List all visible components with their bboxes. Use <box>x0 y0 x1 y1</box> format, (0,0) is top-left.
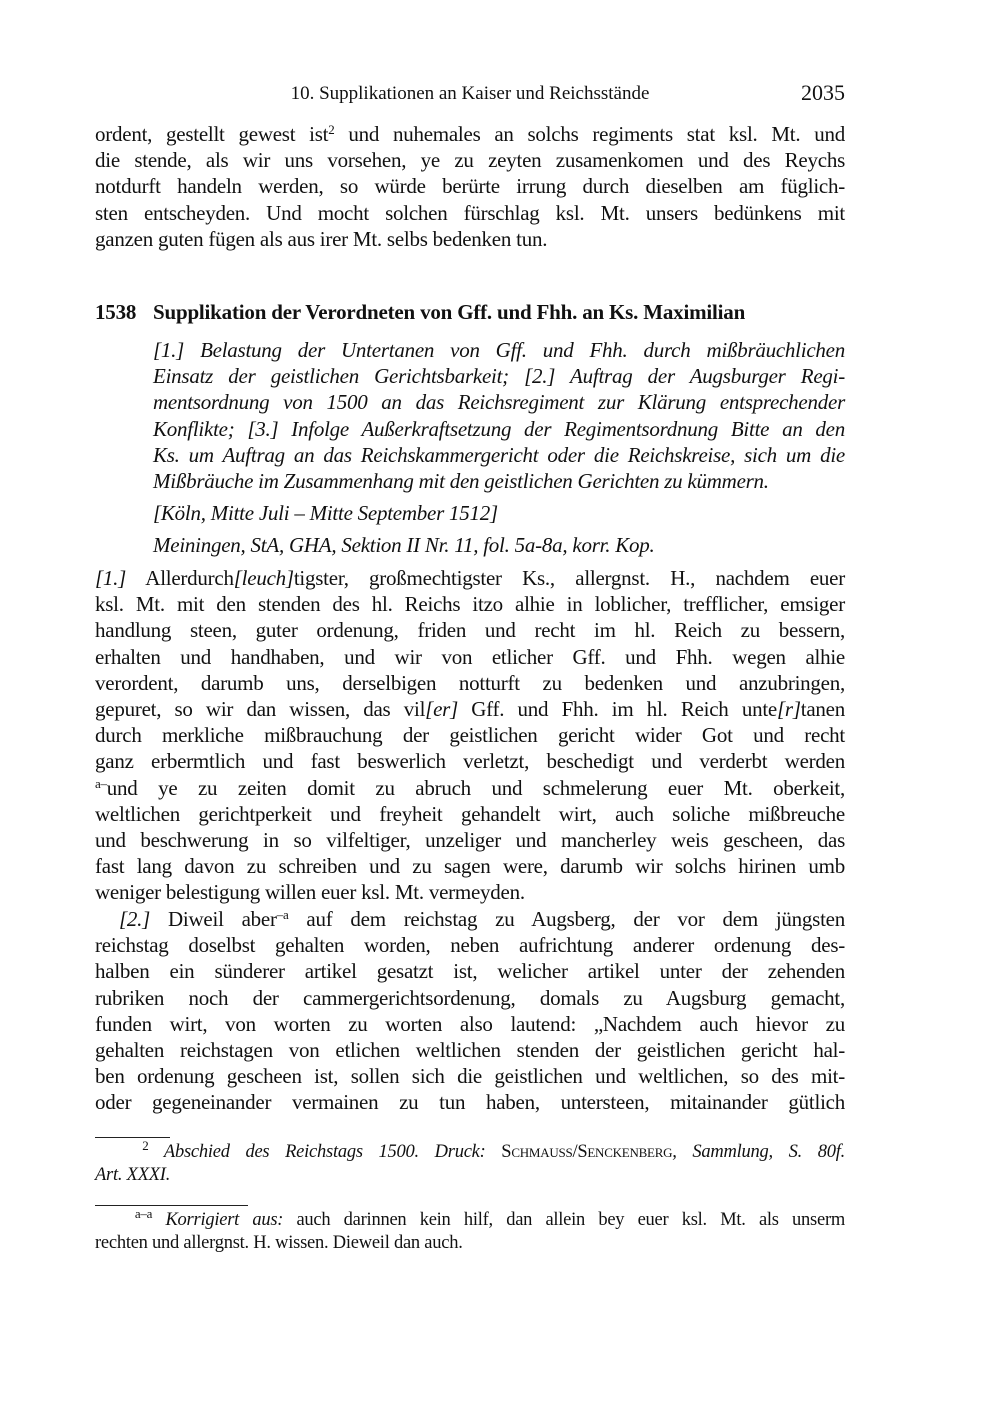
document-date <box>153 500 845 526</box>
document-title: Supplikation der Verordneten von Gff. und Fhh. an Ks. Maximilian <box>153 300 746 324</box>
text-segment: , Sammlung, S. 80f. <box>672 1142 846 1162</box>
text-line <box>95 1206 846 1232</box>
footnote-a <box>95 1206 846 1254</box>
text-segment: [2.] <box>119 907 151 931</box>
text-line <box>95 1063 845 1089</box>
text-line <box>95 1037 845 1063</box>
text-segment: erhalten und handhaben, und wir von etlicher Gff. und Fhh. wegen alhie <box>95 644 845 669</box>
text-line <box>153 468 845 494</box>
text-line <box>153 442 845 468</box>
intro-paragraph <box>95 121 845 252</box>
running-title: 10. Supplikationen an Kaiser und Reichsstände <box>290 83 650 104</box>
note-marker: –a <box>276 907 289 922</box>
text-segment: und nuhemales an solchs regiments stat ksl. Mt. und <box>334 122 845 146</box>
text-segment: fast lang davon zu schreiben und zu sagen were, darumb wir solchs hirinen umb <box>95 854 845 879</box>
text-line <box>95 906 845 932</box>
footnote-2 <box>95 1138 846 1186</box>
text-segment: Meiningen, StA, GHA, Sektion II Nr. 11, fol. 5a-8a, korr. Kop. <box>153 533 655 557</box>
text-segment: die stende, als wir uns vorsehen, ye zu zeyten zusamenkomen und des Reychs <box>95 148 845 173</box>
text-segment: gehalten reichstagen von etlichen weltlichen stenden der geistlichen gericht hal- <box>95 1037 845 1062</box>
text-segment: Art. XXXI. <box>95 1164 171 1185</box>
text-line <box>95 121 845 147</box>
note-marker: a– <box>95 775 107 791</box>
text-segment: [er] <box>425 696 458 721</box>
regest <box>153 337 845 494</box>
text-segment: handlung steen, guter ordenung, friden und recht im hl. Reich zu bessern, <box>95 618 845 643</box>
text-segment: und beschwerung in so vilfeltiger, unzeliger und mancherley weis gescheen, das <box>95 827 845 852</box>
running-header <box>95 80 845 108</box>
text-segment: Ks. um Auftrag an das Reichskammergericht oder die Reichskreise, sich um die <box>153 442 845 467</box>
text-segment: ordent, gestellt gewest ist <box>95 122 329 146</box>
text-segment: [r] <box>776 696 801 721</box>
text-line <box>95 775 845 801</box>
text-line <box>95 644 845 670</box>
text-segment: [1.] <box>95 566 127 590</box>
text-segment: funden wirt, von worten zu worten also lautend: „Nachdem auch hievor zu <box>95 1011 845 1036</box>
note-marker: 2 <box>328 122 335 137</box>
text-line <box>95 958 845 984</box>
text-line <box>95 696 845 722</box>
text-segment: oder gegeneinander vermainen zu tun haben, untersteen, mitainander gütlich <box>95 1090 845 1115</box>
text-segment: Diweil aber <box>150 907 277 931</box>
text-segment: und ye zu zeiten domit zu abruch und schmelerung euer Mt. oberkeit, <box>106 775 845 800</box>
text-segment: Allerdurch <box>126 566 234 590</box>
text-segment: weniger belestigung willen euer ksl. Mt. vermeyden. <box>95 880 525 905</box>
page-number: 2035 <box>801 80 845 105</box>
text-segment: tanen <box>800 696 845 721</box>
text-segment: Abschied des Reichstags 1500. Druck: <box>148 1142 502 1162</box>
text-line <box>95 1138 846 1164</box>
text-line <box>95 827 845 853</box>
text-segment: ksl. Mt. mit den stenden des hl. Reichs itzo alhie in loblicher, trefflicher, emsiger <box>95 592 845 617</box>
document-number: 1538 <box>95 300 137 324</box>
text-line <box>95 670 845 696</box>
text-line <box>95 200 845 226</box>
text-segment: halben ein sünderer artikel gesatzt ist, welicher artikel unter der zehenden <box>95 959 845 984</box>
text-line <box>95 226 845 252</box>
text-segment: ganzen guten fügen als aus irer Mt. selbs bedenken tun. <box>95 226 548 251</box>
text-segment: auf dem reichstag zu Augsberg, der vor dem jüngsten <box>288 907 845 931</box>
document-heading <box>95 300 845 325</box>
text-line <box>95 722 845 748</box>
text-line <box>153 532 845 558</box>
text-line <box>95 1164 845 1187</box>
text-segment: rubriken noch der cammergerichtsordenung, domals zu Augsburg gemacht, <box>95 985 845 1010</box>
text-segment: Korrigiert aus: <box>152 1210 284 1230</box>
text-line <box>153 363 845 389</box>
text-segment: [1.] Belastung der Untertanen von Gff. und Fhh. durch mißbräuchlichen <box>153 338 845 362</box>
text-segment: Mißbräuche im Zusammenhang mit den geistlichen Gerichten zu kümmern. <box>153 468 769 493</box>
note-marker: a–a <box>134 1206 153 1221</box>
text-line <box>95 932 845 958</box>
text-line <box>95 879 845 905</box>
text-line <box>95 591 845 617</box>
paragraph-2 <box>95 906 845 1116</box>
text-segment: [leuch] <box>233 566 294 590</box>
text-line <box>153 389 845 415</box>
text-line <box>95 1232 845 1255</box>
text-segment <box>95 1142 142 1162</box>
text-segment: durch merkliche mißbrauchung der geistlichen gericht wider Got und recht <box>95 723 845 748</box>
text-line <box>95 748 845 774</box>
text-segment: reichstag doselbst gehalten worden, neben aufrichtung anderer ordenung des- <box>95 933 845 958</box>
text-line <box>95 853 845 879</box>
text-line <box>95 1089 845 1115</box>
text-segment: sten entscheyden. Und mocht solchen fürschlag ksl. Mt. unsers bedünkens mit <box>95 200 845 225</box>
text-line <box>95 565 845 591</box>
text-line <box>153 416 845 442</box>
text-line <box>153 500 845 526</box>
note-marker: 2 <box>142 1138 149 1153</box>
text-segment: ben ordenung gescheen ist, sollen sich die geistlichen und weltlichen, so des mit- <box>95 1064 845 1089</box>
text-line <box>95 147 845 173</box>
text-line <box>95 801 845 827</box>
text-line <box>95 617 845 643</box>
text-segment: verordent, darumb uns, derselbigen notturft zu bedenken und anzubringen, <box>95 670 845 695</box>
footnote-rule-apparatus <box>95 1205 248 1206</box>
footnote-rule <box>95 1137 170 1138</box>
text-segment: gepuret, so wir dan wissen, das vil <box>95 696 426 721</box>
text-line <box>95 173 845 199</box>
text-segment: [Köln, Mitte Juli – Mitte September 1512] <box>153 501 498 525</box>
text-line <box>95 1011 845 1037</box>
text-line <box>95 985 845 1011</box>
text-segment: Schmauss/Senckenberg <box>501 1142 673 1162</box>
text-line <box>153 337 845 363</box>
text-segment: mentsordnung von 1500 an das Reichsregiment zur Klärung entsprechender <box>153 390 845 415</box>
text-segment: weltlichen gerichtperkeit und freyheit gehandelt wirt, auch soliche mißbreuche <box>95 801 845 826</box>
text-segment: notdurft handeln werden, so würde berürte irrung durch dieselben am füglich- <box>95 174 845 199</box>
document-source <box>153 532 845 558</box>
text-segment: ganz erbermtlich und fast beswerlich verletzt, beschedigt und verderbt werden <box>95 749 845 774</box>
paragraph-1 <box>95 565 845 905</box>
text-segment: auch darinnen kein hilf, dan allein bey euer ksl. Mt. als unserm <box>283 1210 846 1230</box>
text-segment: Gff. und Fhh. im hl. Reich unte <box>458 696 777 721</box>
text-segment: Einsatz der geistlichen Gerichtsbarkeit; [2.] Auftrag der Augsburger Regi- <box>153 364 845 389</box>
text-segment: tigster, großmechtigster Ks., allergnst. H., nachdem euer <box>293 566 845 590</box>
text-segment <box>95 1210 135 1230</box>
text-segment: Konflikte; [3.] Infolge Außerkraftsetzung der Regimentsordnung Bitte an den <box>153 416 845 441</box>
text-segment: rechten und allergnst. H. wissen. Dieweil dan auch. <box>95 1232 463 1253</box>
